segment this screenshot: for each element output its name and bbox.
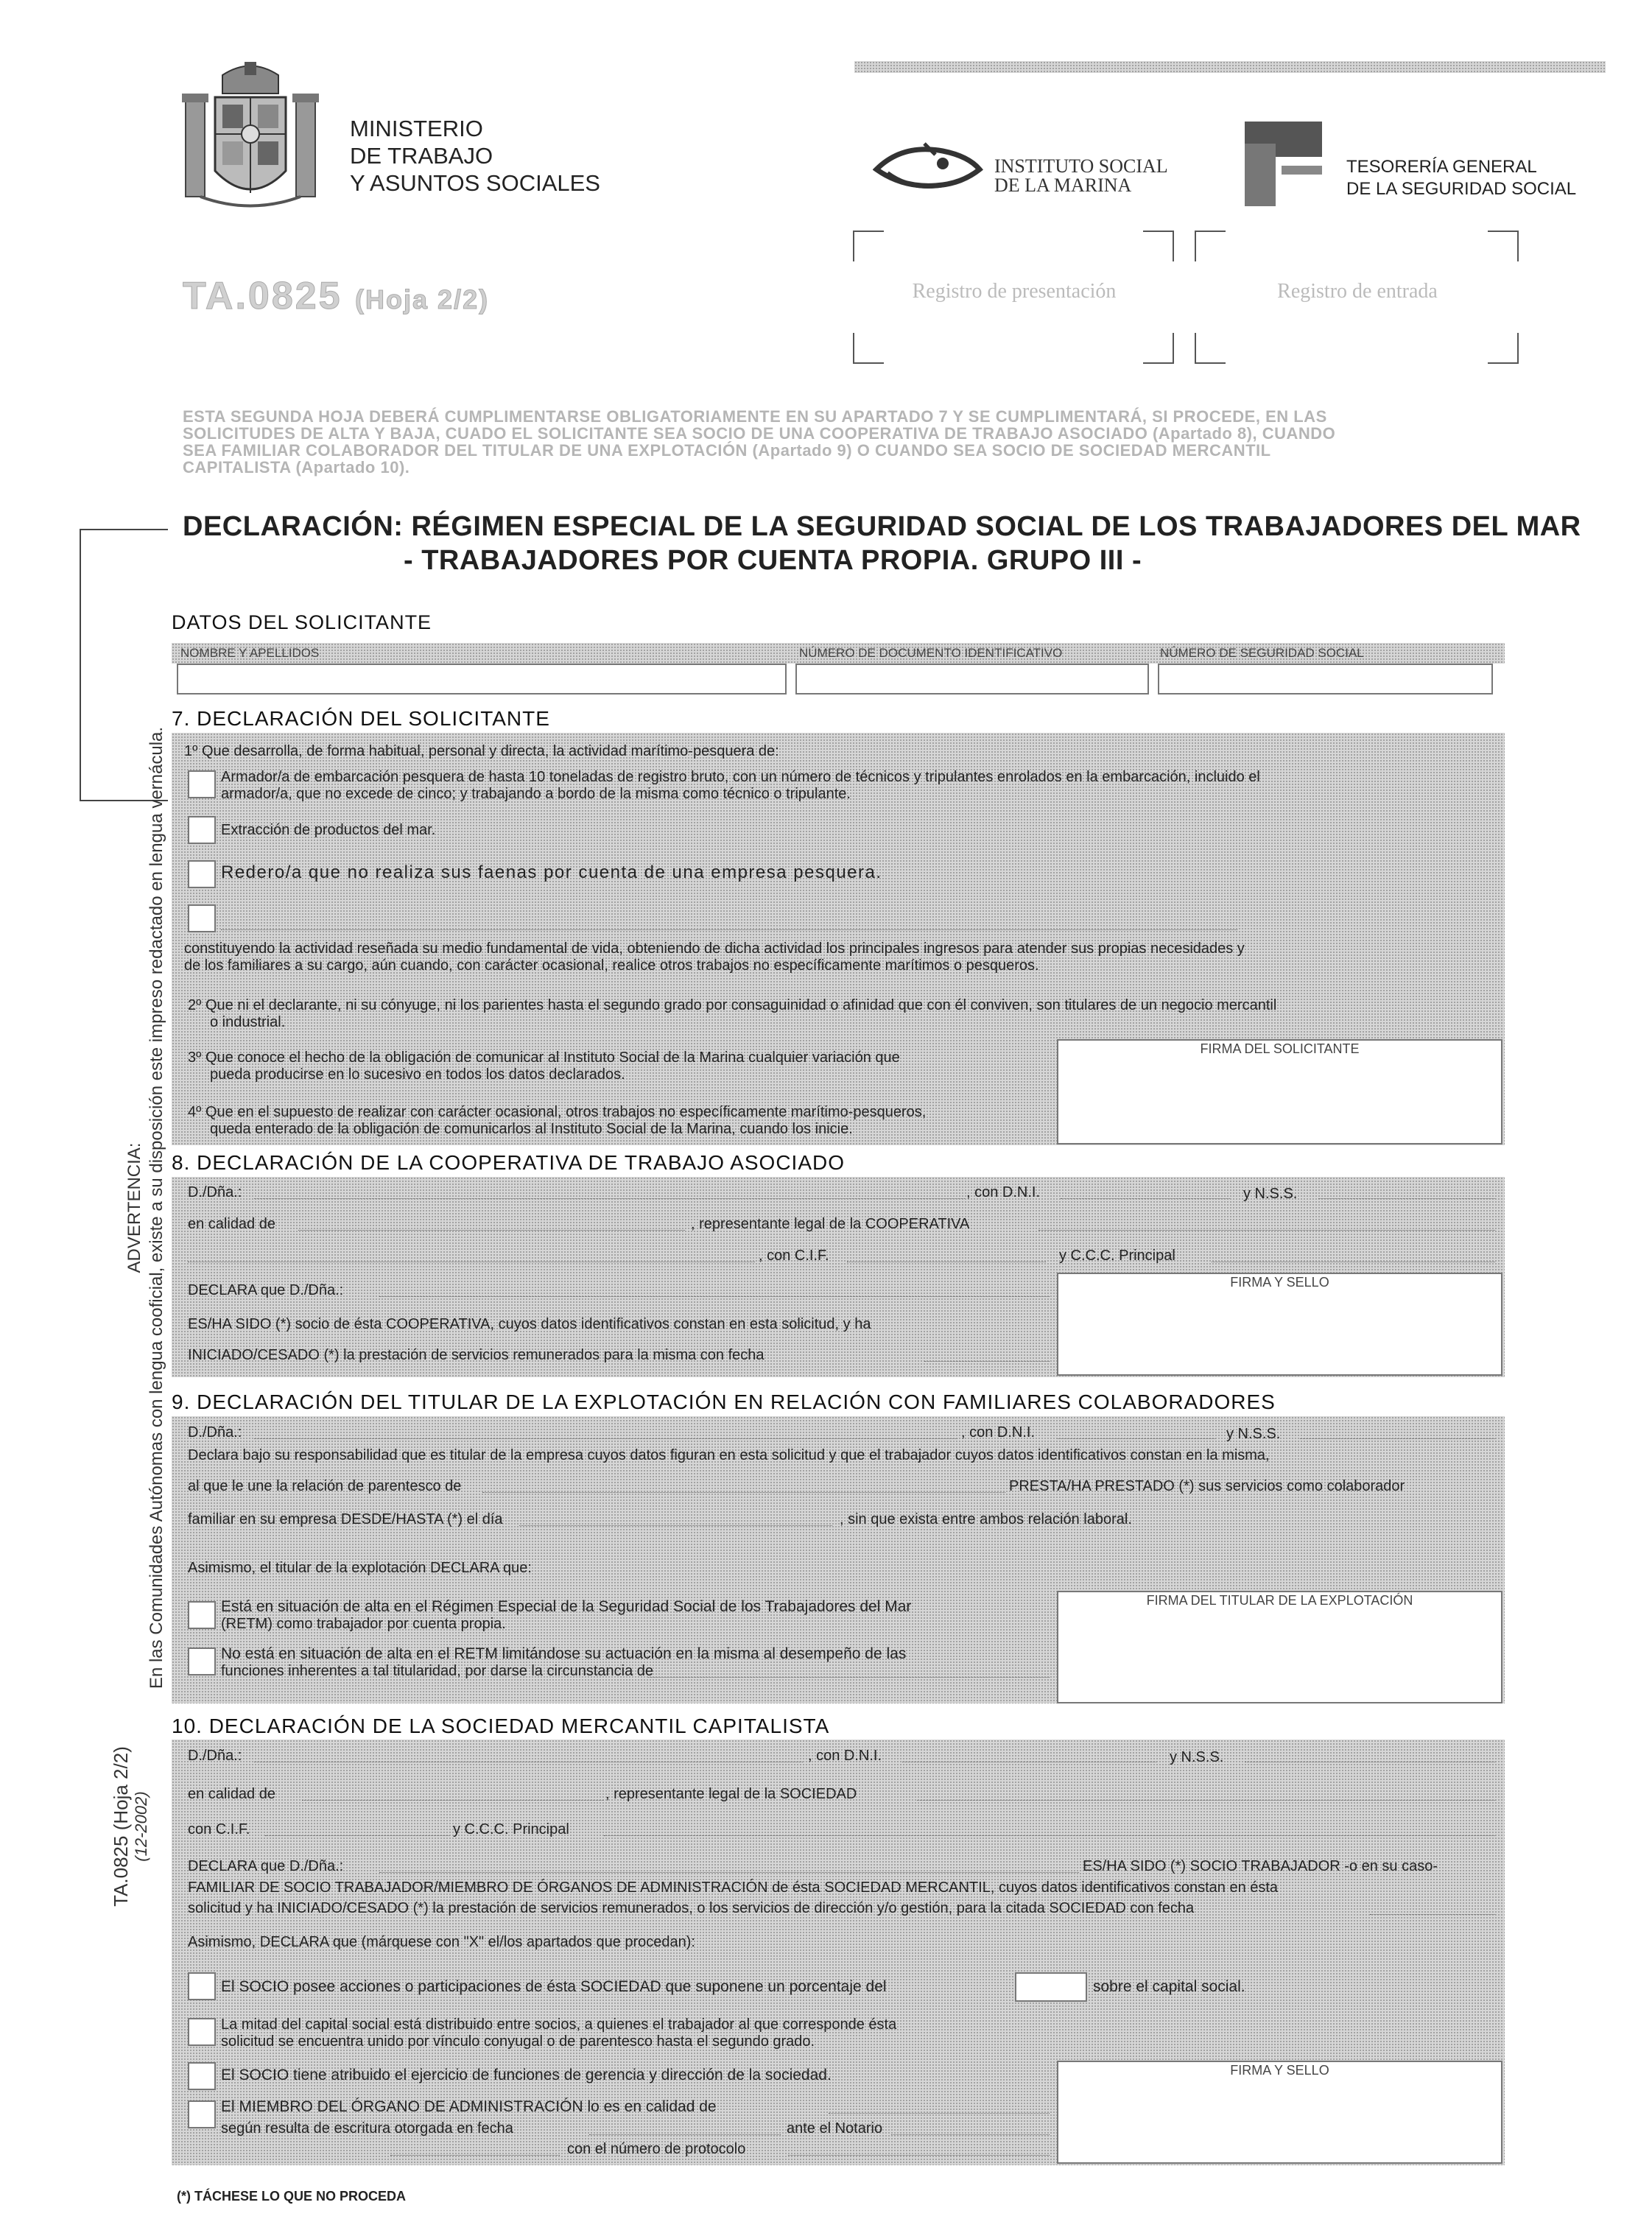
datos-title: DATOS DEL SOLICITANTE — [172, 611, 432, 633]
s9-checkbox-alta[interactable] — [188, 1601, 216, 1629]
s10-checkbox-mitad[interactable] — [188, 2018, 216, 2046]
s10-familiar-text: FAMILIAR DE SOCIO TRABAJADOR/MIEMBRO DE ÓRGANOS DE ADMINISTRACIÓN de ésta SOCIEDAD MERCANTIL, cuyos datos identificativos constan en ésta — [188, 1879, 1279, 1896]
reg1-corner-bl — [853, 333, 884, 364]
s10-opt2-line2: solicitud se encuentra unido por vínculo conyugal o de parentesco hasta el segundo grado. — [221, 2033, 815, 2050]
s7-p4-line1: 4º Que en el supuesto de realizar con carácter ocasional, otros trabajos no específicamente marítimo-pesqueros, — [188, 1104, 927, 1120]
reg1-corner-tl — [853, 231, 884, 261]
tgss-logo-icon — [1245, 122, 1322, 206]
intro-line: CAPITALISTA (Apartado 10). — [183, 458, 410, 477]
tgss-line-2: DE LA SEGURIDAD SOCIAL — [1346, 179, 1577, 199]
s8-title: 8. DECLARACIÓN DE LA COOPERATIVA DE TRABAJO ASOCIADO — [172, 1151, 846, 1174]
s7-signature-label: FIRMA DEL SOLICITANTE — [1200, 1041, 1360, 1056]
form-sheet-number: (Hoja 2/2) — [355, 284, 490, 314]
s7-checkbox-extraccion[interactable] — [188, 816, 216, 844]
ism-line-2: DE LA MARINA — [994, 175, 1132, 196]
intro-line: SOLICITUDES DE ALTA Y BAJA, CUADO EL SOLICITANTE SEA SOCIO DE UNA COOPERATIVA DE TRABAJO ASOCIADO (Apartado 8), CUANDO — [183, 424, 1336, 443]
s10-dni-label: , con D.N.I. — [808, 1748, 882, 1764]
s9-dni-line[interactable] — [1057, 1438, 1215, 1439]
s7-cons-line1: constituyendo la actividad reseñada su medio fundamental de vida, obteniendo de dicha actividad los principales ingresos para atender sus propias necesidades y — [184, 940, 1245, 957]
reg2-corner-tl — [1195, 231, 1226, 261]
s8-dona-line[interactable] — [254, 1198, 965, 1199]
tgss-name — [1346, 156, 1576, 200]
s7-opt2: Extracción de productos del mar. — [221, 822, 436, 838]
s7-checkbox-redero[interactable] — [188, 860, 216, 888]
coat-of-arms-icon — [171, 60, 329, 219]
s9-opt2-line1: No está en situación de alta en el RETM limitándose su actuación en la misma al desempeño de las — [221, 1645, 907, 1662]
s10-cif-label: con C.I.F. — [188, 1821, 250, 1838]
s8-declara-line[interactable] — [379, 1296, 1050, 1297]
nombre-label: NOMBRE Y APELLIDOS — [180, 646, 320, 660]
s8-calidad-label: en calidad de — [188, 1216, 275, 1232]
s7-p3-line2: pueda producirse en lo sucesivo en todos los datos declarados. — [210, 1066, 625, 1083]
ism-logo-icon — [873, 140, 983, 203]
title-line-1: DECLARACIÓN: RÉGIMEN ESPECIAL DE LA SEGURIDAD SOCIAL DE LOS TRABAJADORES DEL MAR — [183, 511, 1581, 542]
intro-line: SEA FAMILIAR COLABORADOR DEL TITULAR DE UNA EXPLOTACIÓN (Apartado 9) O CUANDO SEA SOCIO DE SOCIEDAD MERCANTIL — [183, 441, 1271, 460]
s9-parentesco-label: al que le une la relación de parentesco de — [188, 1478, 462, 1494]
reg2-corner-br — [1488, 333, 1519, 364]
s10-opt1b-text: sobre el capital social. — [1093, 1978, 1245, 1995]
s10-calidad-miembro-line[interactable] — [829, 2113, 1050, 2114]
reg2-corner-bl — [1195, 333, 1226, 364]
s8-ini-text: INICIADO/CESADO (*) la prestación de servicios remunerados para la misma con fecha — [188, 1347, 765, 1363]
s10-title: 10. DECLARACIÓN DE LA SOCIEDAD MERCANTIL CAPITALISTA — [172, 1715, 830, 1737]
s9-nss-line[interactable] — [1300, 1438, 1495, 1439]
s10-notario-line[interactable] — [891, 2134, 1050, 2135]
s10-ccc-line[interactable] — [604, 1835, 1495, 1836]
s8-ccc-label: y C.C.C. Principal — [1059, 1248, 1175, 1264]
s7-p3-line1: 3º Que conoce el hecho de la obligación de comunicar al Instituto Social de la Marina cualquier variación que — [188, 1049, 900, 1066]
s10-ccc-label: y C.C.C. Principal — [453, 1821, 569, 1838]
s7-title: 7. DECLARACIÓN DEL SOLICITANTE — [172, 707, 550, 730]
s7-p2-line1: 2º Que ni el declarante, ni su cónyuge, ni los parientes hasta el segundo grado por consaguinidad o afinidad que con él conviven, son titulares de un negocio mercantil — [188, 997, 1277, 1013]
form-code — [183, 274, 489, 318]
tgss-line-1: TESORERÍA GENERAL — [1346, 157, 1537, 177]
s9-circunstancia-line[interactable] — [648, 1677, 1050, 1678]
s10-calidad-label: en calidad de — [188, 1786, 275, 1802]
footer-code-sidebar — [110, 1716, 152, 1937]
intro-line: ESTA SEGUNDA HOJA DEBERÁ CUMPLIMENTARSE OBLIGATORIAMENTE EN SU APARTADO 7 Y SE CUMPLIMENTARÁ, SI PROCEDE, EN LAS — [183, 407, 1327, 426]
s9-presta-text: PRESTA/HA PRESTADO (*) sus servicios como colaborador — [1009, 1478, 1405, 1494]
s10-nss-label: y N.S.S. — [1170, 1749, 1224, 1765]
nombre-field[interactable] — [177, 664, 787, 694]
s10-calidad-line[interactable] — [302, 1800, 604, 1801]
registro-entrada: Registro de entrada — [1277, 280, 1438, 303]
ism-name — [994, 157, 1168, 195]
s10-opt4-line2: según resulta de escritura otorgada en fecha — [221, 2120, 513, 2137]
s7-p4-line2: queda enterado de la obligación de comunicarlos al Instituto Social de la Marina, cuando los inicie. — [210, 1121, 853, 1137]
s8-rep-label: , representante legal de la COOPERATIVA — [691, 1216, 970, 1232]
s7-checkbox-armador[interactable] — [188, 770, 216, 798]
s10-declara-line[interactable] — [379, 1872, 1079, 1873]
s8-fecha-line[interactable] — [924, 1361, 1050, 1362]
s10-opt3-text: El SOCIO tiene atribuido el ejercicio de funciones de gerencia y dirección de la sociedad. — [221, 2067, 832, 2083]
s10-checkbox-gerencia[interactable] — [188, 2062, 216, 2090]
s10-signature-label: FIRMA Y SELLO — [1230, 2063, 1329, 2078]
ism-line-1: INSTITUTO SOCIAL — [994, 155, 1168, 177]
s10-eshasido-text: ES/HA SIDO (*) SOCIO TRABAJADOR -o en su caso- — [1083, 1858, 1438, 1874]
s7-cons-line2: de los familiares a su cargo, aún cuando, con carácter ocasional, realice otros trabajos no específicamente marítimos o pesqueros. — [184, 957, 1039, 974]
footnote: (*) TÁCHESE LO QUE NO PROCEDA — [177, 2189, 407, 2204]
s8-calidad-line[interactable] — [298, 1230, 685, 1231]
ministry-line-2: DE TRABAJO — [350, 143, 493, 169]
registro-presentacion: Registro de presentación — [912, 280, 1117, 303]
s7-p2-line2: o industrial. — [210, 1014, 286, 1030]
s8-nss-label: y N.S.S. — [1243, 1186, 1298, 1202]
nss-label: NÚMERO DE SEGURIDAD SOCIAL — [1160, 646, 1364, 660]
s10-cif-line[interactable] — [265, 1835, 449, 1836]
ministry-name — [350, 115, 600, 197]
s9-dni-label: , con D.N.I. — [961, 1424, 1036, 1441]
s7-opt1-line1: Armador/a de embarcación pesquera de hasta 10 toneladas de registro bruto, con un número de técnicos y tripulantes enrolados en la embarcación, incluido el — [221, 769, 1260, 785]
s10-asimismo-text: Asimismo, DECLARA que (márquese con "X" el/los apartados que procedan): — [188, 1934, 695, 1950]
s8-cif-label: , con C.I.F. — [759, 1248, 829, 1264]
s10-checkbox-acciones[interactable] — [188, 1972, 216, 2000]
s7-checkbox-other[interactable] — [188, 904, 216, 932]
s9-checkbox-no-alta[interactable] — [188, 1648, 216, 1675]
s8-nss-line[interactable] — [1318, 1198, 1495, 1199]
s7-opt3: Redero/a que no realiza sus faenas por cuenta de una empresa pesquera. — [221, 862, 882, 882]
documento-label: NÚMERO DE DOCUMENTO IDENTIFICATIVO — [799, 646, 1063, 660]
advertencia-text: En las Comunidades Autónomas con lengua cooficial, existe a su disposición este impreso redactado en lengua vernácula. — [147, 726, 166, 1689]
s9-title: 9. DECLARACIÓN DEL TITULAR DE LA EXPLOTACIÓN EN RELACIÓN CON FAMILIARES COLABORADORES — [172, 1390, 1276, 1413]
s10-dona-label: D./Dña.: — [188, 1748, 242, 1764]
s10-porcentaje-field[interactable] — [1015, 1972, 1087, 2002]
s9-dona-label: D./Dña.: — [188, 1424, 242, 1441]
s10-opt4-line1: El MIEMBRO DEL ÓRGANO DE ADMINISTRACIÓN lo es en calidad de — [221, 2098, 717, 2115]
s9-familiar-label: familiar en su empresa DESDE/HASTA (*) el día — [188, 1511, 503, 1527]
s9-fecha-line[interactable] — [519, 1525, 832, 1526]
s8-declara-label: DECLARA que D./Dña.: — [188, 1282, 344, 1298]
footer-date: (12-2002) — [132, 1791, 150, 1862]
s8-signature-label: FIRMA Y SELLO — [1230, 1275, 1329, 1290]
advertencia-title: ADVERTENCIA: — [124, 1142, 144, 1273]
s7-opt1-line2: armador/a, que no excede de cinco; y trabajando a bordo de la misma como técnico o tripulante. — [221, 786, 851, 802]
advertencia-sidebar — [124, 700, 168, 1716]
s10-checkbox-miembro[interactable] — [188, 2100, 216, 2128]
s7-p1: 1º Que desarrolla, de forma habitual, personal y directa, la actividad marítimo-pesquera de: — [184, 743, 779, 759]
form-code-number: TA.0825 — [183, 275, 342, 317]
top-right-band — [854, 61, 1606, 73]
s9-opt1-line2: (RETM) como trabajador por cuenta propia. — [221, 1616, 506, 1632]
s10-escritura-fecha-line[interactable] — [589, 2134, 781, 2135]
intro-text — [183, 408, 1516, 476]
s9-sin-text: , sin que exista entre ambos relación laboral. — [840, 1511, 1132, 1527]
nss-field[interactable] — [1158, 664, 1493, 694]
s8-dni-line[interactable] — [1061, 1198, 1230, 1199]
s10-fecha-line[interactable] — [1370, 1914, 1495, 1915]
s9-parentesco-line[interactable] — [482, 1492, 1005, 1493]
s10-rep-line[interactable] — [917, 1800, 1495, 1801]
s9-opt1-line1: Está en situación de alta en el Régimen Especial de la Seguridad Social de los Trabajadores del Mar — [221, 1598, 912, 1615]
s10-opt2-line1: La mitad del capital social está distribuido entre socios, a quienes el trabajador al que corresponde ésta — [221, 2016, 897, 2033]
ministry-line-1: MINISTERIO — [350, 116, 483, 141]
title-line-2: - TRABAJADORES POR CUENTA PROPIA. GRUPO III - — [404, 545, 1142, 576]
s8-dona-label: D./Dña.: — [188, 1184, 242, 1200]
s9-nss-label: y N.S.S. — [1226, 1426, 1281, 1442]
s10-protocolo-label: con el número de protocolo — [567, 2141, 746, 2157]
reg2-corner-tr — [1488, 231, 1519, 261]
s8-dni-label: , con D.N.I. — [966, 1184, 1041, 1200]
s10-solicitud-text: solicitud y ha INICIADO/CESADO (*) la prestación de servicios remunerados, o los servicios de dirección y/o gestión, para la citada SOCIEDAD con fecha — [188, 1900, 1195, 1916]
s9-signature-label: FIRMA DEL TITULAR DE LA EXPLOTACIÓN — [1146, 1593, 1413, 1608]
s10-notario-label: ante el Notario — [787, 2120, 883, 2137]
ministry-line-3: Y ASUNTOS SOCIALES — [350, 170, 600, 196]
s8-es-text: ES/HA SIDO (*) socio de ésta COOPERATIVA, cuyos datos identificativos constan en esta solicitud, y ha — [188, 1316, 871, 1332]
s9-dona-line[interactable] — [254, 1438, 957, 1439]
s9-declara-text: Declara bajo su responsabilidad que es titular de la empresa cuyos datos figuran en esta solicitud y que el trabajador cuyos datos identificativos constan en la misma, — [188, 1447, 1270, 1463]
s10-declara-label: DECLARA que D./Dña.: — [188, 1858, 344, 1874]
declaration-title — [183, 510, 1581, 577]
s8-rep-line[interactable] — [1038, 1230, 1495, 1231]
s10-protocolo-pre-line[interactable] — [390, 2155, 560, 2156]
documento-field[interactable] — [795, 664, 1149, 694]
s10-opt1-text: El SOCIO posee acciones o participaciones de ésta SOCIEDAD que suponene un porcentaje del — [221, 1978, 887, 1995]
s10-protocolo-line[interactable] — [788, 2155, 1050, 2156]
s7-other-line[interactable] — [221, 929, 1237, 930]
footer-code: TA.0825 (Hoja 2/2) — [110, 1746, 132, 1907]
reg1-corner-tr — [1143, 231, 1174, 261]
reg1-corner-br — [1143, 333, 1174, 364]
s9-opt2-line2: funciones inherentes a tal titularidad, por darse la circunstancia de — [221, 1663, 654, 1679]
s9-asimismo-text: Asimismo, el titular de la explotación DECLARA que: — [188, 1560, 532, 1576]
s10-rep-label: , representante legal de la SOCIEDAD — [605, 1786, 857, 1802]
